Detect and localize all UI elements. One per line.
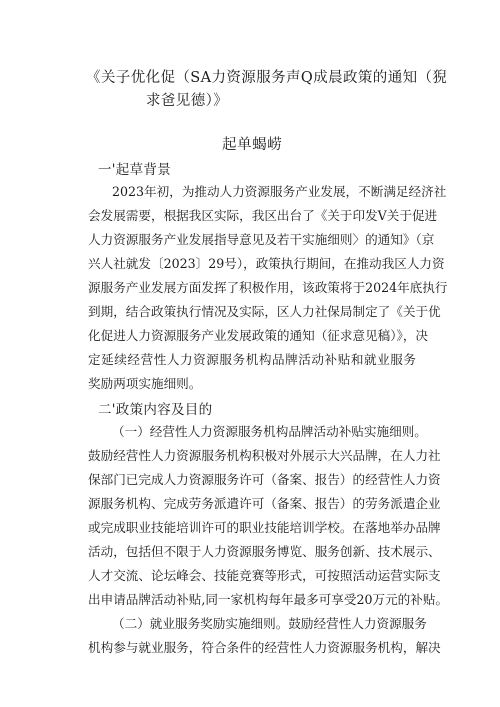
paragraph-line: 出申请品牌活动补贴,同一家机构每年最多可享受20万元的补贴。: [88, 592, 449, 607]
paragraph-line: 机构参与就业服务，符合条件的经营性人力资源服务机构，解决: [88, 640, 441, 655]
paragraph-line: 鼓励经营性人力资源服务机构积极对外展示大兴品牌，在人力社: [88, 448, 441, 463]
paragraph-line: 活动，包括但不限于人力资源服务博览、服务创新、技术展示、: [88, 544, 441, 559]
paragraph-line: 源服务机构、完成劳务派遣许可（备案、报告）的劳务派遣企业: [88, 496, 441, 511]
paragraph-line: （一）经营性人力资源服务机构品牌活动补贴实施细则。: [112, 424, 427, 439]
paragraph-line: 奖励两项实施细则。: [88, 376, 202, 391]
section-heading-content: 二'政策内容及目的: [98, 402, 213, 418]
document-author: 起单蝎崂: [222, 137, 283, 153]
paragraph-line: 定延续经营性人力资源服务机构品牌活动补贴和就业服务: [88, 352, 416, 367]
paragraph-line: 2023年初，为推动人力资源服务产业发展，不断满足经济社: [112, 184, 447, 199]
paragraph-line: 源服务产业发展方面发挥了积极作用，该政策将于2024年底执行: [88, 280, 448, 295]
paragraph-line: 保部门已完成人力资源服务许可（备案、报告）的经营性人力资: [88, 472, 441, 487]
paragraph-line: 兴人社就发〔2023〕29号），政策执行期间，在推动我区人力资: [88, 256, 445, 271]
paragraph-line: 人才交流、论坛峰会、技能竞赛等形式，可按照活动运营实际支: [88, 568, 441, 583]
paragraph-line: 会发展需要，根据我区实际，我区出台了《关于印发V关于促进: [88, 208, 438, 223]
paragraph-line: 到期，结合政策执行情况及实际，区人力社保局制定了《关于优: [88, 304, 441, 319]
paragraph-line: 人力资源服务产业发展指导意见及若干实施细则〉的通知》（京: [88, 232, 435, 247]
paragraph-line: 或完成职业技能培训许可的职业技能培训学校。在落地举办品牌: [88, 520, 441, 535]
section-heading-background: 一'起草背景: [98, 162, 172, 178]
paragraph-line: （二）就业服务奖励实施细则。鼓励经营性人力资源服务: [112, 616, 427, 631]
document-title-line-1: 《关子优化促（SA力资源服务声Q成晨政策的通知（猊: [86, 70, 448, 86]
document-title-line-2: 求爸见德）》: [146, 93, 229, 109]
paragraph-line: 化促进人力资源服务产业发展政策的通知（征求意见稿）》，决: [88, 328, 429, 343]
